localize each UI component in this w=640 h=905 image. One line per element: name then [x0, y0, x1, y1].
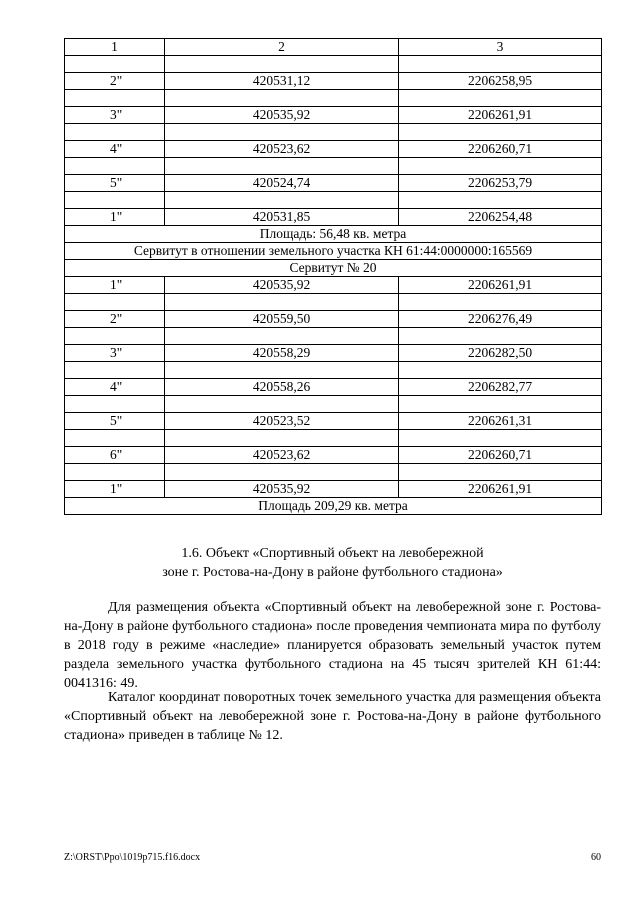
y-coordinate-cell: 2206260,71: [399, 447, 602, 464]
spacer-cell: [165, 362, 399, 379]
table-row: [65, 175, 602, 192]
coordinates-table-body: [65, 39, 602, 515]
spacer-cell: [399, 362, 602, 379]
spacer-cell: [399, 158, 602, 175]
spacer-cell: [165, 124, 399, 141]
table-row: [65, 481, 602, 498]
table-row: [65, 209, 602, 226]
spacer-cell: [165, 396, 399, 413]
servitude-caption: Сервитут в отношении земельного участка КН 61:44:0000000:165569: [65, 243, 602, 260]
spacer-cell: [399, 192, 602, 209]
point-number-cell: 1": [65, 209, 165, 226]
spacer-cell: [65, 430, 165, 447]
spacer-cell: [65, 90, 165, 107]
table-header-row: [65, 39, 602, 56]
spacer-cell: [65, 192, 165, 209]
header-col-1: 1: [65, 39, 165, 56]
spacer-cell: [399, 464, 602, 481]
x-coordinate-cell: 420535,92: [165, 277, 399, 294]
point-number-cell: 2": [65, 311, 165, 328]
spacer-cell: [65, 56, 165, 73]
x-coordinate-cell: 420558,29: [165, 345, 399, 362]
spacer-cell: [65, 464, 165, 481]
table-row: [65, 311, 602, 328]
spacer-cell: [399, 430, 602, 447]
footer-file-path: Z:\ORST\Ppo\1019p715.f16.docx: [64, 852, 201, 863]
point-number-cell: 3": [65, 345, 165, 362]
x-coordinate-cell: 420535,92: [165, 481, 399, 498]
header-col-2: 2: [165, 39, 399, 56]
spacer-cell: [165, 90, 399, 107]
table-spacer-row: [65, 328, 602, 345]
area-group-1: Площадь: 56,48 кв. метра: [65, 226, 602, 243]
y-coordinate-cell: 2206282,50: [399, 345, 602, 362]
table-spacer-row: [65, 192, 602, 209]
y-coordinate-cell: 2206282,77: [399, 379, 602, 396]
spacer-cell: [165, 56, 399, 73]
point-number-cell: 5": [65, 413, 165, 430]
point-number-cell: 1": [65, 277, 165, 294]
servitude-number: Сервитут № 20: [65, 260, 602, 277]
table-spacer-row: [65, 294, 602, 311]
table-row: [65, 345, 602, 362]
spacer-cell: [65, 124, 165, 141]
spacer-cell: [65, 328, 165, 345]
x-coordinate-cell: 420558,26: [165, 379, 399, 396]
table-spacer-row: [65, 396, 602, 413]
area-group-2: Площадь 209,29 кв. метра: [65, 498, 602, 515]
spacer-cell: [65, 396, 165, 413]
paragraph-2: Каталог координат поворотных точек земельного участка для размещения объекта «Спортивный объект на левобережной зоне г. Ростова-на-Дону в районе футбольного стадиона» приведен в таблице № 12.: [64, 690, 601, 743]
section-heading-line-1: 1.6. Объект «Спортивный объект на левобережной: [181, 546, 484, 561]
spacer-cell: [65, 294, 165, 311]
table-row: [65, 379, 602, 396]
point-number-cell: 4": [65, 141, 165, 158]
section-heading: [64, 544, 601, 582]
table-spacer-row: [65, 90, 602, 107]
table-spacer-row: [65, 158, 602, 175]
table-spacer-row: [65, 362, 602, 379]
table-row: [65, 413, 602, 430]
y-coordinate-cell: 2206254,48: [399, 209, 602, 226]
table-row: [65, 277, 602, 294]
area-group-1-row: [65, 226, 602, 243]
table-row: [65, 73, 602, 90]
paragraph-1: Для размещения объекта «Спортивный объект на левобережной зоне г. Ростова-на-Дону в районе футбольного стадиона» после проведения чемпионата мира по футболу в 2018 году в режиме «наследие» планируется образовать земельный участок путем раздела земельного участка футбольного стадиона на 45 тысяч зрителей КН 61:44: 0041316: 49.: [64, 600, 601, 691]
footer-page-number: 60: [591, 852, 601, 863]
spacer-cell: [165, 192, 399, 209]
table-row: [65, 447, 602, 464]
x-coordinate-cell: 420523,52: [165, 413, 399, 430]
spacer-cell: [65, 158, 165, 175]
y-coordinate-cell: 2206276,49: [399, 311, 602, 328]
table-spacer-row: [65, 464, 602, 481]
x-coordinate-cell: 420523,62: [165, 447, 399, 464]
point-number-cell: 1": [65, 481, 165, 498]
y-coordinate-cell: 2206253,79: [399, 175, 602, 192]
y-coordinate-cell: 2206258,95: [399, 73, 602, 90]
section-heading-line-2: зоне г. Ростова-на-Дону в районе футбольного стадиона»: [162, 565, 503, 580]
x-coordinate-cell: 420524,74: [165, 175, 399, 192]
table-row: [65, 107, 602, 124]
spacer-cell: [399, 56, 602, 73]
x-coordinate-cell: 420531,85: [165, 209, 399, 226]
x-coordinate-cell: 420535,92: [165, 107, 399, 124]
y-coordinate-cell: 2206261,91: [399, 107, 602, 124]
table-row: [65, 141, 602, 158]
x-coordinate-cell: 420559,50: [165, 311, 399, 328]
spacer-cell: [399, 396, 602, 413]
point-number-cell: 3": [65, 107, 165, 124]
spacer-cell: [65, 362, 165, 379]
point-number-cell: 2": [65, 73, 165, 90]
y-coordinate-cell: 2206261,91: [399, 277, 602, 294]
x-coordinate-cell: 420523,62: [165, 141, 399, 158]
coordinates-table: [64, 38, 602, 515]
servitude-number-row: [65, 260, 602, 277]
y-coordinate-cell: 2206260,71: [399, 141, 602, 158]
spacer-cell: [165, 430, 399, 447]
spacer-cell: [165, 328, 399, 345]
point-number-cell: 4": [65, 379, 165, 396]
header-col-3: 3: [399, 39, 602, 56]
spacer-cell: [165, 294, 399, 311]
spacer-cell: [399, 294, 602, 311]
point-number-cell: 5": [65, 175, 165, 192]
table-spacer-row: [65, 56, 602, 73]
spacer-cell: [399, 90, 602, 107]
table-spacer-row: [65, 430, 602, 447]
table-spacer-row: [65, 124, 602, 141]
spacer-cell: [165, 464, 399, 481]
spacer-cell: [399, 328, 602, 345]
spacer-cell: [399, 124, 602, 141]
y-coordinate-cell: 2206261,31: [399, 413, 602, 430]
area-group-2-row: [65, 498, 602, 515]
spacer-cell: [165, 158, 399, 175]
x-coordinate-cell: 420531,12: [165, 73, 399, 90]
y-coordinate-cell: 2206261,91: [399, 481, 602, 498]
servitude-caption-row: [65, 243, 602, 260]
point-number-cell: 6": [65, 447, 165, 464]
